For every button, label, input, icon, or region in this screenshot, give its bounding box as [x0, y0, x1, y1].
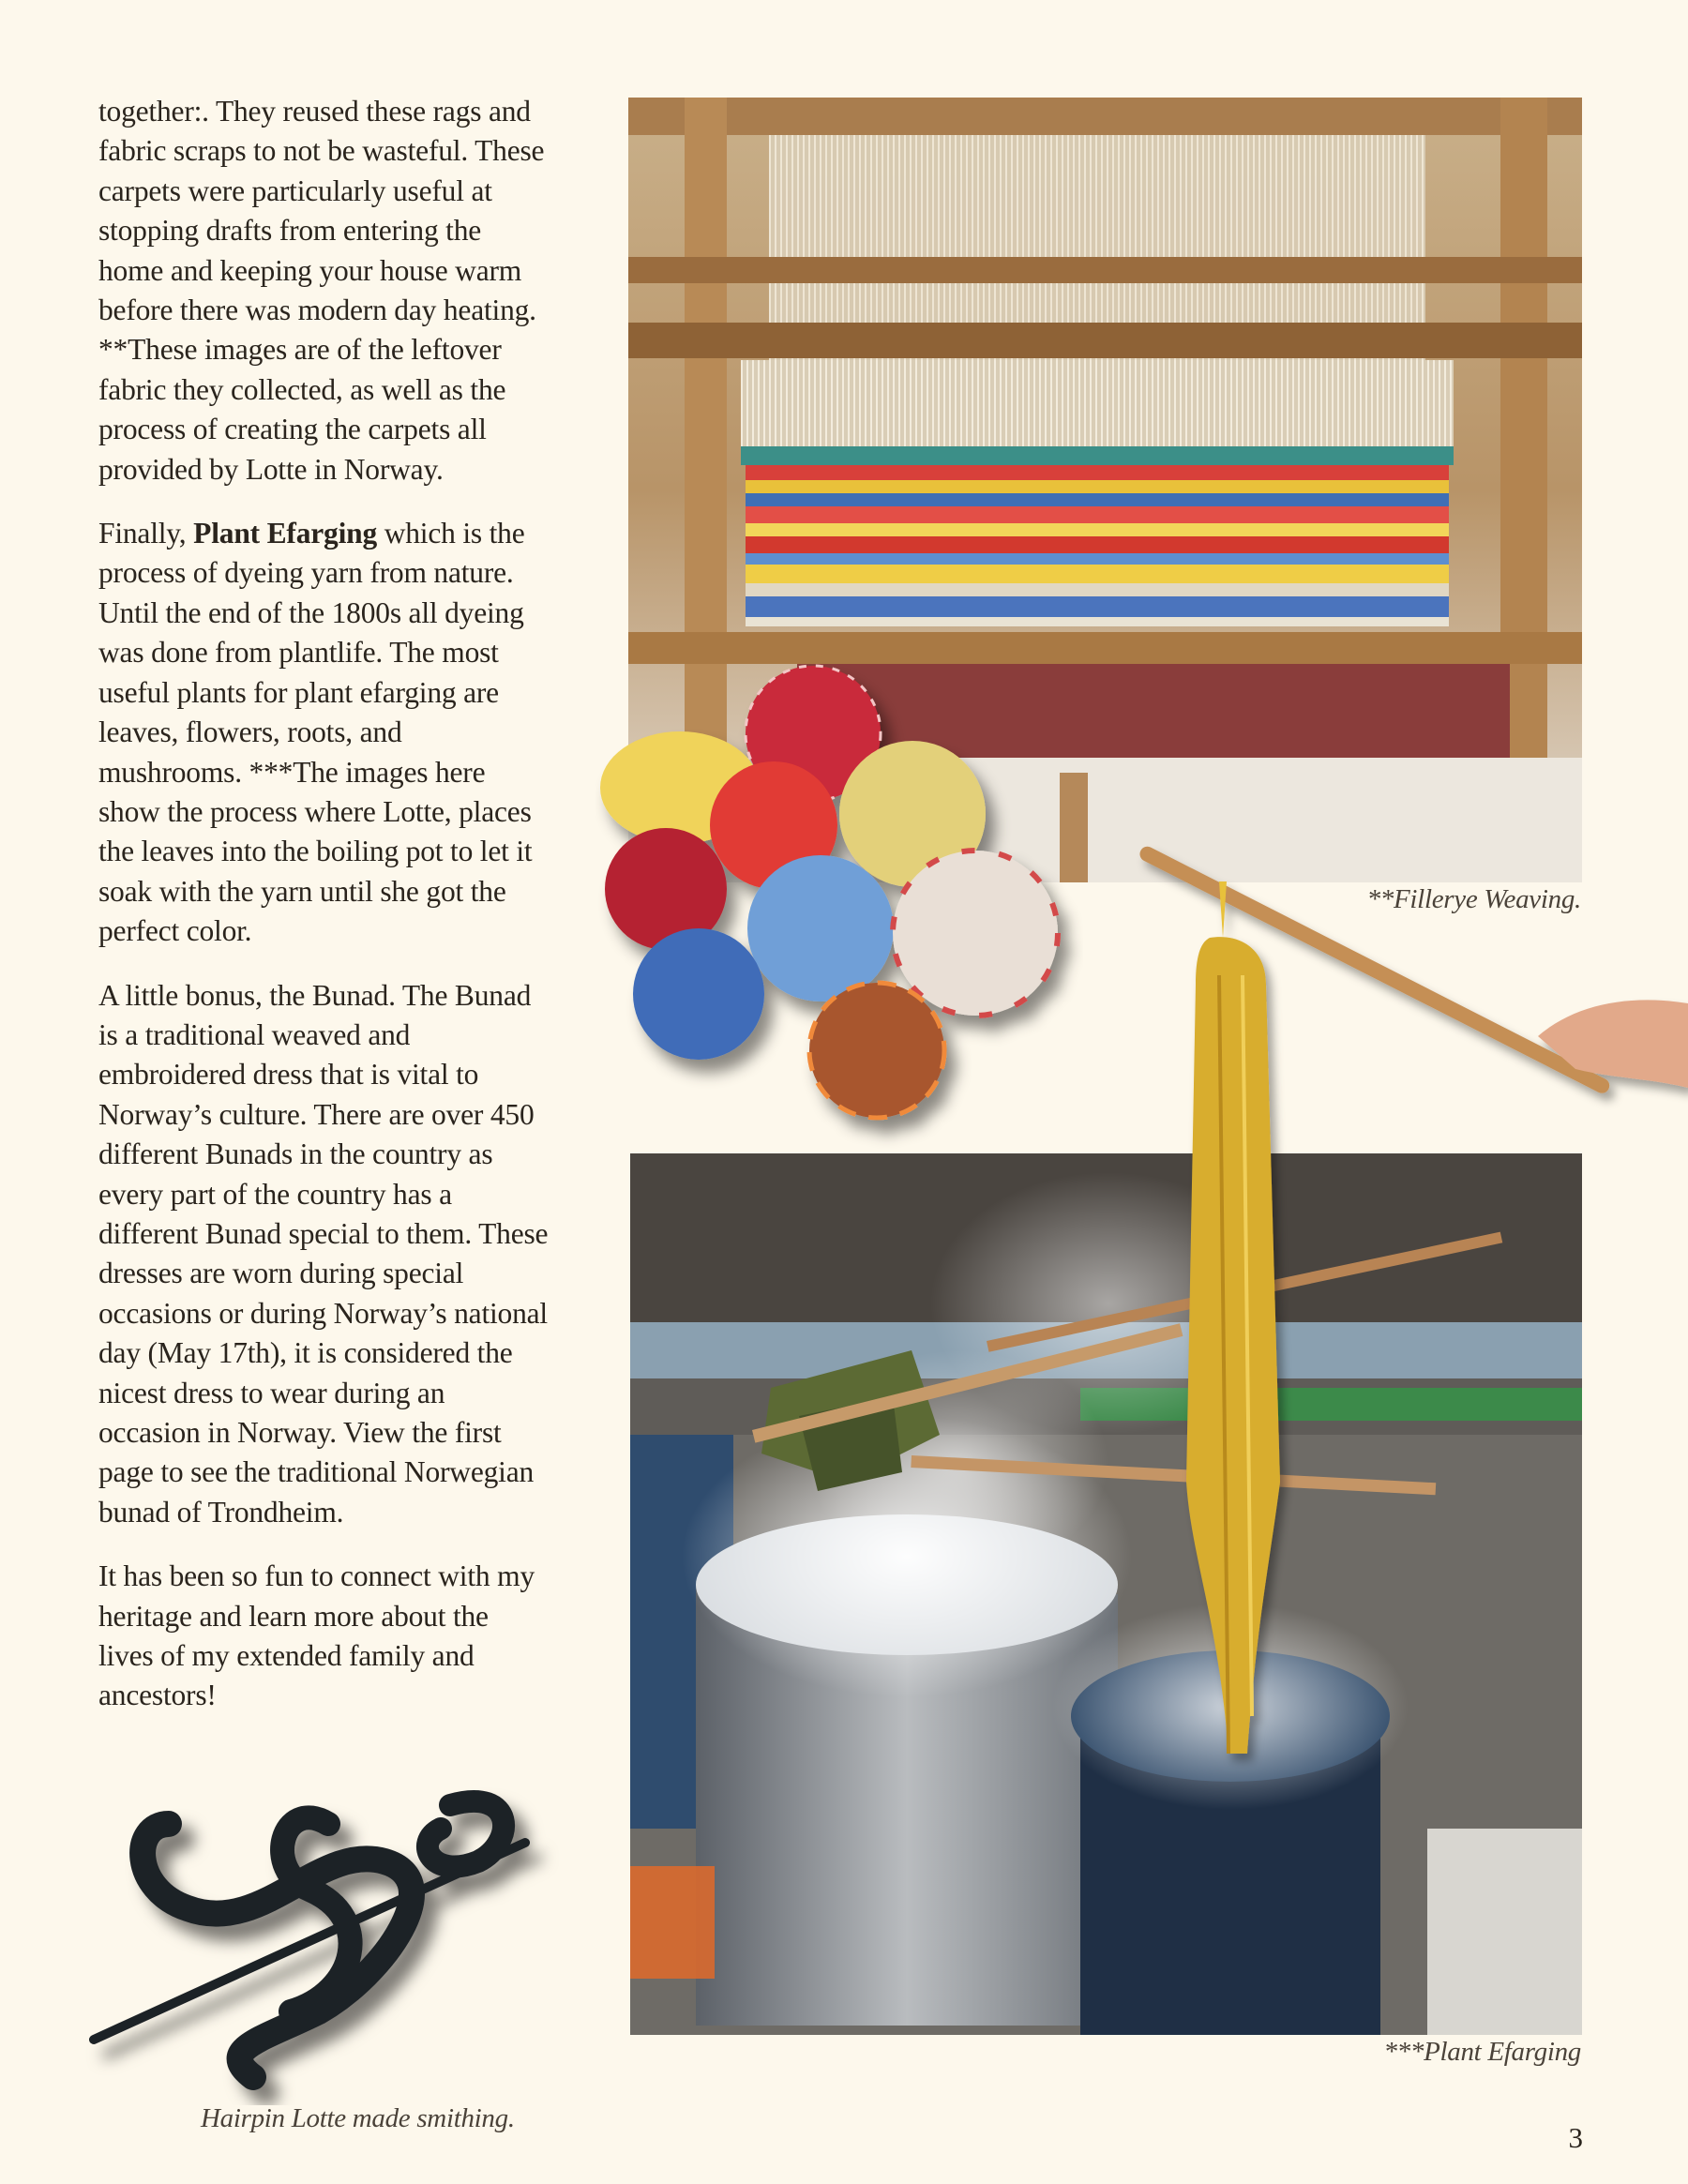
- hairpin-caption: Hairpin Lotte made smithing.: [201, 2103, 515, 2133]
- paragraph-rag-carpets: together:. They reused these rags and fabric scraps to not be wasteful. These carpets were particularly useful at stopping drafts from entering the home and keeping your house warm before there was modern day heating. **These images are of the leftover fabric they collected, as well as the process of creating the carpets all provided by Lotte in Norway.: [98, 95, 545, 486]
- plant-efarging-term: Plant Efarging: [193, 517, 378, 550]
- loom-photo-caption: **Fillerye Weaving.: [1366, 884, 1581, 914]
- hairpin-image: [75, 1786, 563, 2105]
- page-number: 3: [1568, 2121, 1583, 2154]
- article-text: [98, 92, 549, 1740]
- paragraph-plant-efarging: [98, 514, 549, 951]
- p2-rest: which is the process of dyeing yarn from nature. Until the end of the 1800s all dyeing was done from plantlife. The most useful plants for plant efarging are leaves, flowers, roots, and mushrooms. ***The images here show the process where Lotte, places the leaves into the boiling pot to let it soak with the yarn until she got the perfect color.: [98, 517, 533, 948]
- paragraph-closing: It has been so fun to connect with my heritage and learn more about the lives of my extended family and ancestors!: [98, 1559, 535, 1712]
- dye-photo-caption: ***Plant Efarging: [1383, 2037, 1581, 2067]
- paragraph-bunad: A little bonus, the Bunad. The Bunad is a traditional weaved and embroidered dress that is vital to Norway’s culture. There are over 450 different Bunads in the country as every part of the country has a different Bunad special to them. These dresses are worn during special occasions or during Norway’s national day (May 17th), it is considered the nicest dress to wear during an occasion in Norway. View the first page to see the traditional Norwegian bunad of Trondheim.: [98, 978, 549, 1529]
- fabric-rag-balls-image: [595, 647, 1083, 1163]
- p2-lead: Finally,: [98, 517, 194, 550]
- hanging-yarn-stick-image: [1107, 825, 1688, 1838]
